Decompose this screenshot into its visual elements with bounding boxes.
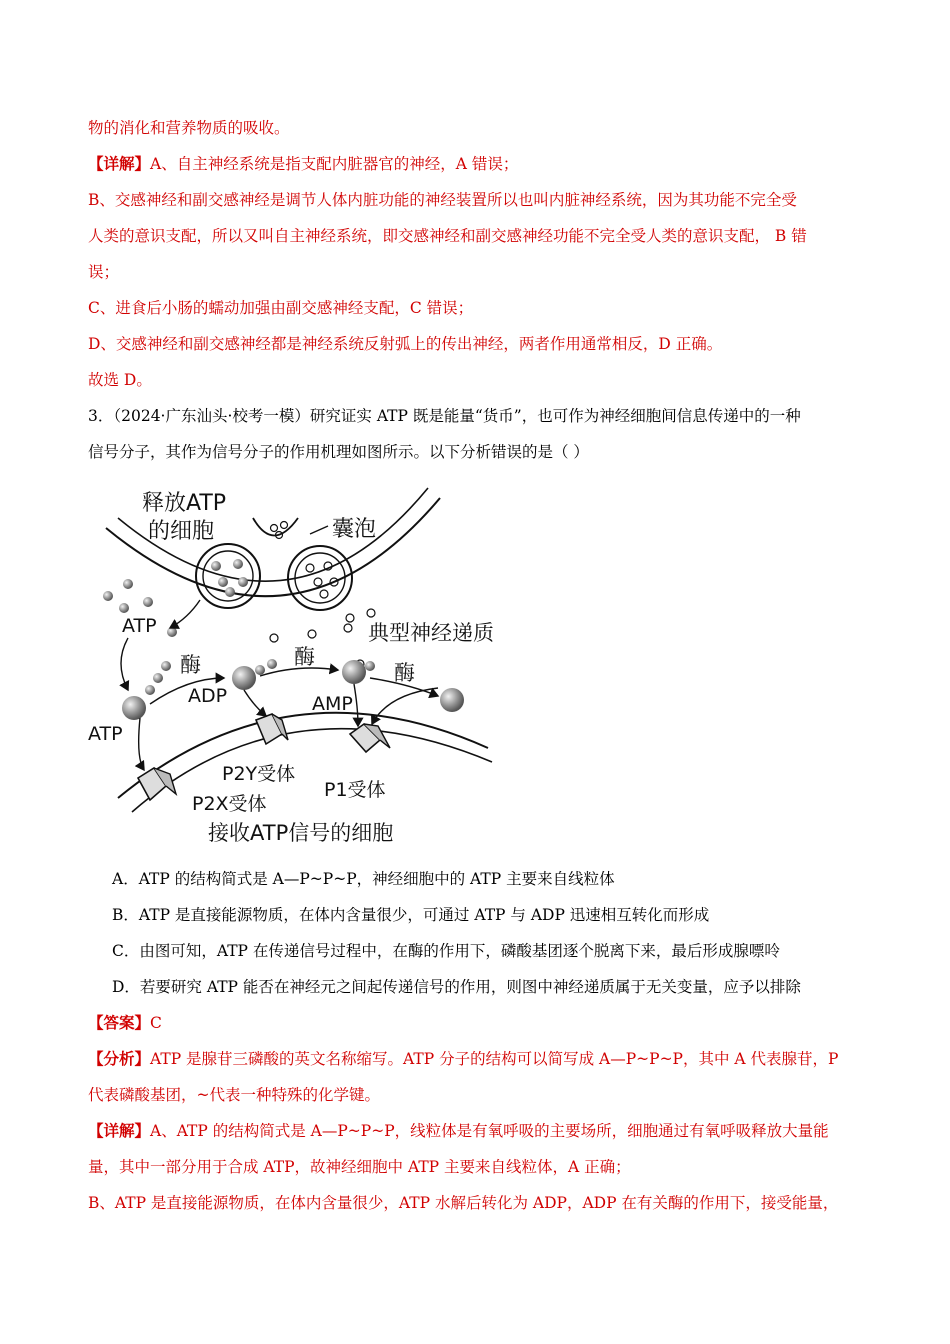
analysis-line-1 bbox=[88, 1048, 878, 1070]
answer-line bbox=[88, 1012, 878, 1034]
text-line: C、进食后小肠的蠕动加强由副交感神经支配，C 错误； bbox=[88, 299, 474, 317]
label-neurotransmitter: 典型神经递质 bbox=[368, 621, 494, 645]
label-enzyme-2: 酶 bbox=[294, 645, 315, 669]
label-p2x: P2X受体 bbox=[192, 793, 267, 815]
label-amp: AMP bbox=[312, 693, 353, 715]
label-release-cell-2: 的细胞 bbox=[148, 519, 215, 544]
question-line-1: 3．（2024·广东汕头·校考一模）研究证实 ATP 既是能量“货币”，也可作为神经细胞间信息传递中的一种 bbox=[88, 407, 801, 425]
text-line: D、交感神经和副交感神经都是神经系统反射弧上的传出神经，两者作用通常相反，D 正确。 bbox=[88, 335, 723, 353]
p1-receptor bbox=[350, 724, 390, 752]
label-receive-cell: 接收ATP信号的细胞 bbox=[208, 821, 394, 845]
detail-line-3: B、ATP 是直接能源物质，在体内含量很少，ATP 水解后转化为 ADP，ADP 在有关酶的作用下，接受能量， bbox=[88, 1194, 839, 1212]
label-enzyme-1: 酶 bbox=[180, 653, 201, 677]
detail-line-2: 量，其中一部分用于合成 ATP，故神经细胞中 ATP 主要来自线粒体，A 正确； bbox=[88, 1158, 631, 1176]
text-line: 人类的意识支配，所以又叫自主神经系统，即交感神经和副交感神经功能不完全受人类的意识支配， B 错 bbox=[88, 227, 807, 245]
detail-line-1 bbox=[88, 1120, 878, 1142]
label-release-cell-1: 释放ATP bbox=[142, 491, 227, 516]
label-vesicle: 囊泡 bbox=[332, 517, 377, 542]
label-p1: P1受体 bbox=[324, 779, 386, 801]
label-atp-left: ATP bbox=[88, 723, 123, 745]
text-span: ATP 是腺苷三磷酸的英文名称缩写。ATP 分子的结构可以简写成 A—P~P~P，其中 A 代表腺苷，P bbox=[150, 1050, 839, 1068]
label-adp: ADP bbox=[188, 685, 228, 707]
atp-vesicle bbox=[196, 544, 260, 608]
analysis-tag: 【分析】 bbox=[88, 1049, 151, 1068]
text-span: A、自主神经系统是指支配内脏器官的神经，A 错误； bbox=[150, 155, 519, 173]
option-a: A．ATP 的结构简式是 A—P~P~P，神经细胞中的 ATP 主要来自线粒体 bbox=[112, 870, 615, 888]
text-line: B、交感神经和副交感神经是调节人体内脏功能的神经装置所以也叫内脏神经系统，因为其功能不完全受 bbox=[88, 191, 797, 209]
text-line bbox=[88, 153, 878, 175]
option-d: D．若要研究 ATP 能否在神经元之间起传递信号的作用，则图中神经递质属于无关变量，应予以排除 bbox=[112, 978, 801, 996]
label-enzyme-3: 酶 bbox=[394, 661, 415, 685]
detail-tag: 【详解】 bbox=[88, 1121, 151, 1140]
label-p2y: P2Y受体 bbox=[222, 763, 296, 785]
question-line-2: 信号分子，其作为信号分子的作用机理如图所示。以下分析错误的是（ ） bbox=[88, 443, 589, 461]
detail-tag: 【详解】 bbox=[88, 154, 151, 173]
receive-cell-membrane-inner bbox=[132, 729, 492, 812]
option-c: C．由图可知，ATP 在传递信号过程中，在酶的作用下，磷酸基团逐个脱离下来，最后形成腺嘌呤 bbox=[112, 942, 780, 960]
atp-signal-diagram bbox=[88, 478, 528, 848]
answer-value: C bbox=[150, 1014, 162, 1032]
answer-tag: 【答案】 bbox=[88, 1013, 151, 1032]
option-b: B．ATP 是直接能源物质，在体内含量很少，可通过 ATP 与 ADP 迅速相互转化而形成 bbox=[112, 906, 710, 924]
text-line: 物的消化和营养物质的吸收。 bbox=[88, 119, 290, 137]
analysis-line-2: 代表磷酸基团，~代表一种特殊的化学键。 bbox=[88, 1086, 380, 1104]
label-atp-top: ATP bbox=[122, 615, 157, 637]
text-line: 故选 D。 bbox=[88, 371, 152, 389]
text-span: A、ATP 的结构简式是 A—P~P~P，线粒体是有氧呼吸的主要场所，细胞通过有氧呼吸释放大量能 bbox=[150, 1122, 829, 1140]
p2x-receptor bbox=[138, 768, 176, 800]
text-line: 误； bbox=[88, 263, 120, 281]
